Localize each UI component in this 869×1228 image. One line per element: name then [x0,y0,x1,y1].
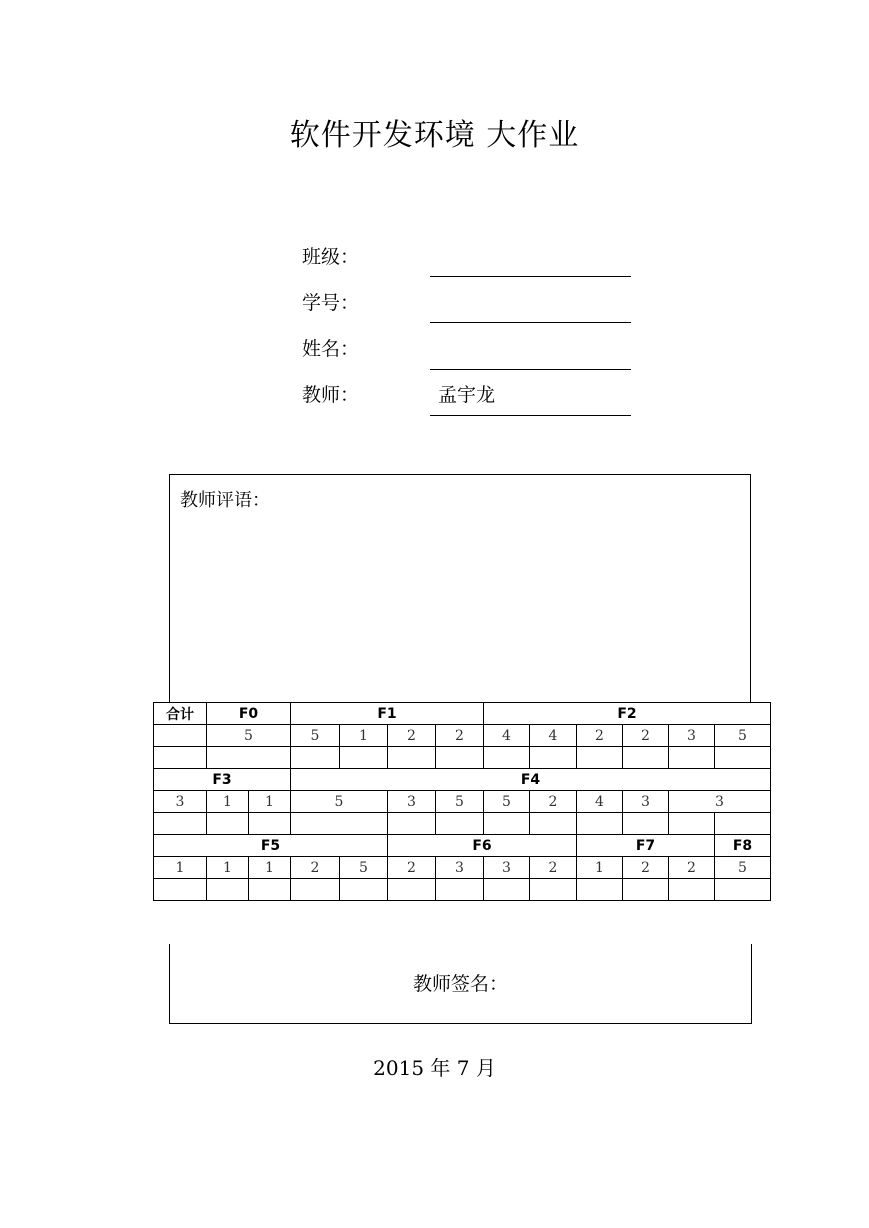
score-cell[interactable] [484,879,530,901]
points-cell: 1 [249,791,291,813]
header-f7: F7 [577,835,715,857]
score-cell[interactable] [715,747,771,769]
score-cell[interactable] [436,813,484,835]
points-cell: 3 [623,791,669,813]
score-cell[interactable] [388,879,436,901]
score-cell[interactable] [154,813,207,835]
points-cell: 1 [207,857,249,879]
points-cell: 1 [249,857,291,879]
points-cell: 4 [484,725,530,747]
score-cell[interactable] [577,879,623,901]
score-cell[interactable] [249,813,291,835]
points-cell: 2 [623,857,669,879]
table-row [154,747,771,769]
table-row [154,857,771,879]
document-date: 2015 年 7 月 [373,1056,496,1080]
table-row [154,725,771,747]
points-cell: 5 [340,857,388,879]
score-cell[interactable] [669,747,715,769]
score-cell[interactable] [669,813,715,835]
points-cell: 3 [154,791,207,813]
points-cell: 2 [669,857,715,879]
score-cell[interactable] [623,747,669,769]
score-cell[interactable] [388,747,436,769]
score-cell[interactable] [291,879,340,901]
header-f0: F0 [207,703,291,725]
teacher-comment-label: 教师评语： [180,490,270,511]
points-cell: 3 [436,857,484,879]
name-field[interactable] [430,369,631,370]
points-cell: 3 [484,857,530,879]
score-cell[interactable] [623,813,669,835]
score-cell[interactable] [340,879,388,901]
header-f4: F4 [291,769,771,791]
teacher-field [430,415,631,416]
points-cell: 2 [388,725,436,747]
score-cell[interactable] [154,879,207,901]
points-cell: 2 [530,857,577,879]
points-cell: 2 [388,857,436,879]
score-cell[interactable] [436,747,484,769]
score-cell[interactable] [388,813,436,835]
teacher-value: 孟宇龙 [438,384,496,406]
score-cell[interactable] [669,879,715,901]
table-row [154,835,771,857]
teacher-label: 教师： [302,384,360,406]
score-cell[interactable] [530,747,577,769]
points-cell: 1 [577,857,623,879]
score-cell[interactable] [577,747,623,769]
table-row [154,769,771,791]
score-table [153,702,771,901]
table-row [154,791,771,813]
score-cell[interactable] [340,747,388,769]
score-cell[interactable] [436,879,484,901]
score-cell[interactable] [291,813,388,835]
score-cell[interactable] [291,747,340,769]
score-cell[interactable] [154,747,207,769]
teacher-comment-box[interactable] [169,474,751,702]
points-cell: 5 [207,725,291,747]
points-cell: 1 [340,725,388,747]
document-title: 软件开发环境 大作业 [289,118,580,153]
points-cell: 5 [291,725,340,747]
points-cell: 5 [291,791,388,813]
points-cell: 5 [715,857,771,879]
name-label: 姓名： [302,338,360,360]
class-label: 班级： [302,246,360,268]
header-f5: F5 [154,835,388,857]
score-cell[interactable] [530,879,577,901]
points-cell: 4 [577,791,623,813]
header-f6: F6 [388,835,577,857]
student-id-label: 学号： [302,292,360,314]
score-cell[interactable] [623,879,669,901]
table-row [154,813,771,835]
score-cell[interactable] [154,725,207,747]
points-cell: 4 [530,725,577,747]
score-cell[interactable] [577,813,623,835]
table-row [154,703,771,725]
score-cell[interactable] [530,813,577,835]
header-f1: F1 [291,703,484,725]
score-cell[interactable] [207,813,249,835]
teacher-signature-label: 教师签名： [412,973,508,995]
student-id-field[interactable] [430,322,631,323]
score-cell[interactable] [249,879,291,901]
points-cell: 5 [436,791,484,813]
header-f2: F2 [484,703,771,725]
class-field[interactable] [430,276,631,277]
points-cell: 2 [623,725,669,747]
total-header: 合计 [154,703,207,725]
points-cell: 1 [207,791,249,813]
score-cell[interactable] [715,813,771,835]
score-cell[interactable] [484,813,530,835]
header-f8: F8 [715,835,771,857]
points-cell: 3 [388,791,436,813]
points-cell: 2 [530,791,577,813]
score-cell[interactable] [484,747,530,769]
points-cell: 5 [484,791,530,813]
table-row [154,879,771,901]
points-cell: 3 [669,725,715,747]
score-cell[interactable] [207,747,291,769]
points-cell: 1 [154,857,207,879]
points-cell: 2 [291,857,340,879]
teacher-signature-box[interactable] [169,944,752,1024]
points-cell: 3 [669,791,771,813]
points-cell: 2 [577,725,623,747]
points-cell: 5 [715,725,771,747]
score-cell[interactable] [715,879,771,901]
points-cell: 2 [436,725,484,747]
header-f3: F3 [154,769,291,791]
score-cell[interactable] [207,879,249,901]
